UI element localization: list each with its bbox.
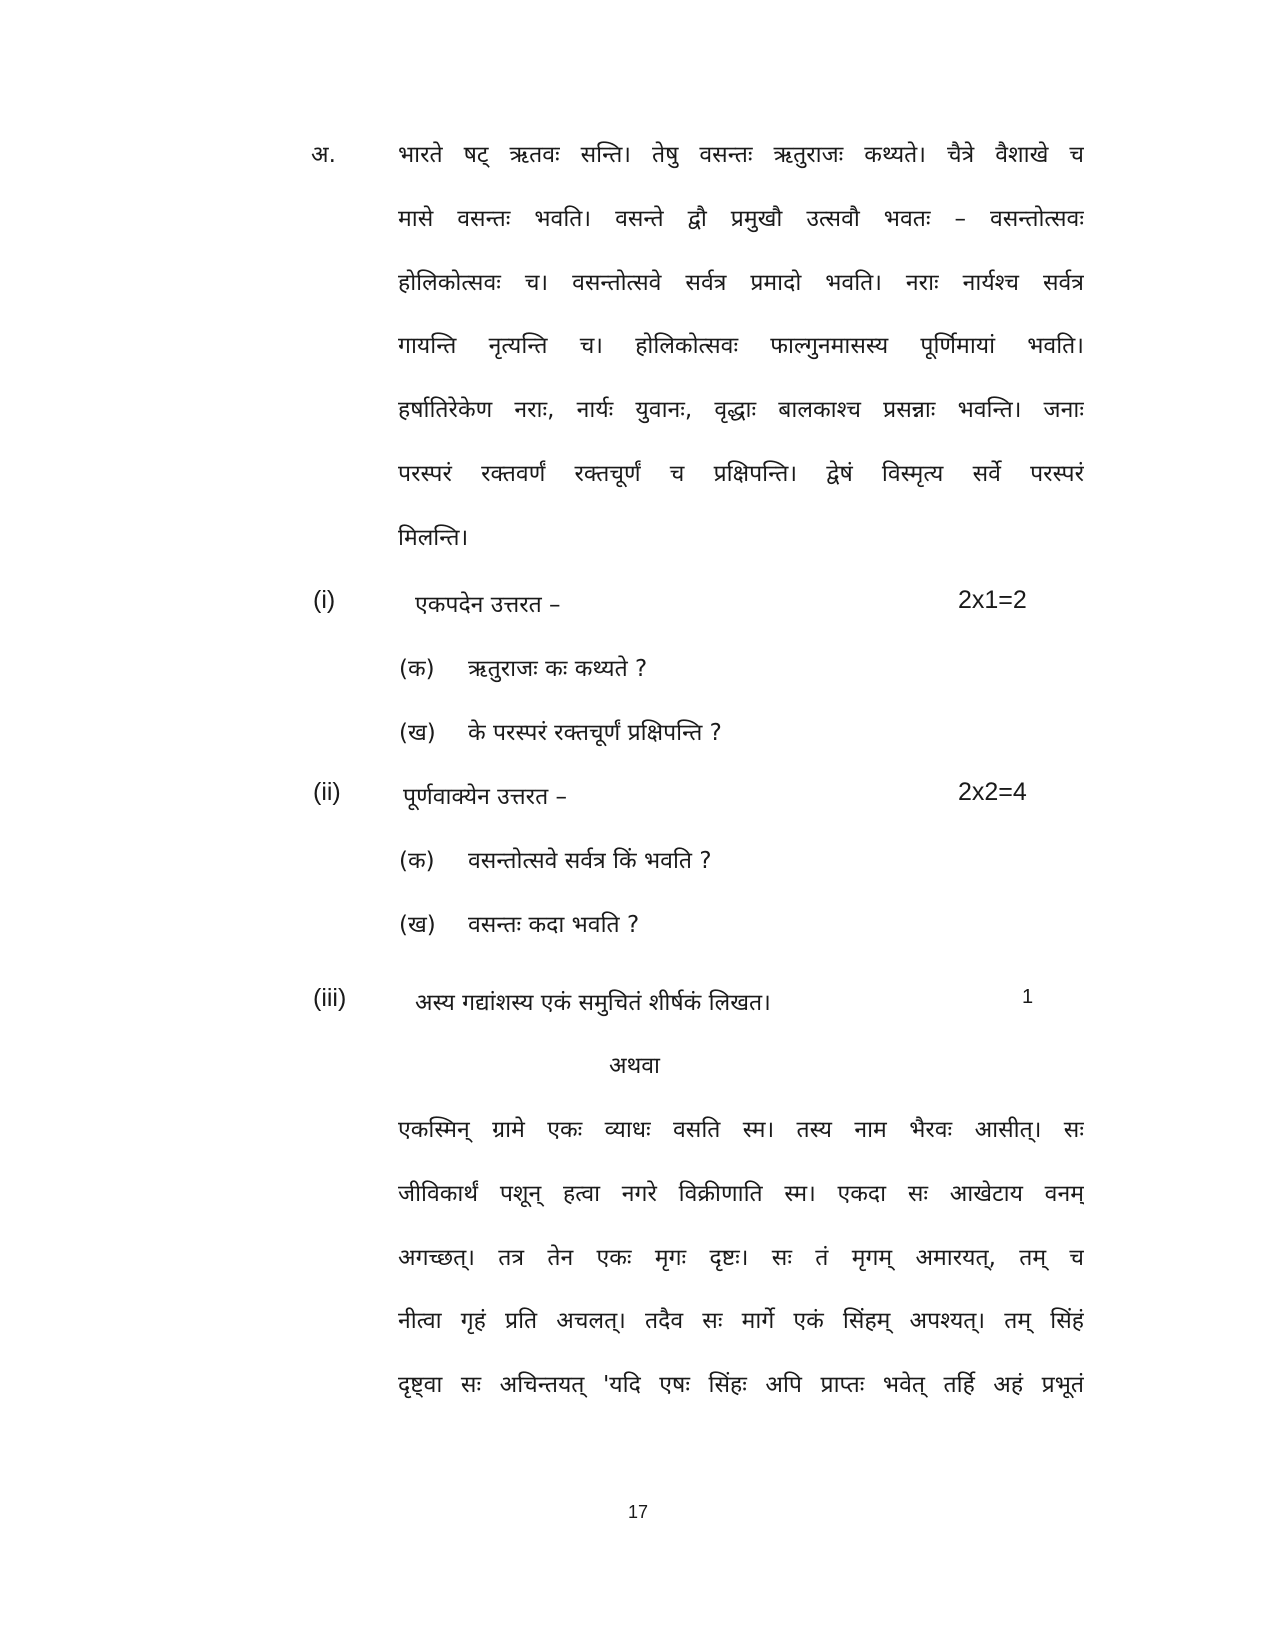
sub-question-label: (ख): [399, 912, 436, 938]
passage-1-line: होलिकोत्सवः च। वसन्तोत्सवे सर्वत्र प्रमादो भवति। नराः नार्यश्च सर्वत्र: [398, 270, 1084, 296]
question-instruction: एकपदेन उत्तरत –: [415, 592, 561, 618]
sub-question-label: (क): [399, 656, 435, 682]
question-number: (i): [313, 586, 336, 614]
sub-question-label: (क): [399, 848, 435, 874]
section-label: अ.: [311, 142, 336, 168]
passage-1-line: हर्षातिरेकेण नराः, नार्यः युवानः, वृद्धाः बालकाश्च प्रसन्नाः भवन्ति। जनाः: [398, 397, 1084, 423]
sub-question-text: वसन्तः कदा भवति ?: [468, 912, 640, 938]
passage-2-line: जीविकार्थं पशून् हत्वा नगरे विक्रीणाति स्म। एकदा सः आखेटाय वनम्: [398, 1181, 1084, 1207]
passage-1-line: भारते षट् ऋतवः सन्ति। तेषु वसन्तः ऋतुराजः कथ्यते। चैत्रे वैशाखे च: [398, 142, 1084, 168]
question-marks: 2x1=2: [958, 586, 1027, 614]
question-number: (iii): [313, 984, 347, 1012]
or-label: अथवा: [609, 1053, 661, 1079]
passage-2-line: अगच्छत्। तत्र तेन एकः मृगः दृष्टः। सः तं मृगम् अमारयत्, तम् च: [398, 1245, 1084, 1271]
passage-1-line: मासे वसन्तः भवति। वसन्ते द्वौ प्रमुखौ उत्सवौ भवतः – वसन्तोत्सवः: [398, 206, 1084, 232]
sub-question-text: वसन्तोत्सवे सर्वत्र किं भवति ?: [468, 848, 712, 874]
passage-2-line: नीत्वा गृहं प्रति अचलत्। तदैव सः मार्गे एकं सिंहम् अपश्यत्। तम् सिंहं: [398, 1308, 1084, 1334]
page-number: 17: [628, 1502, 649, 1522]
sub-question-label: (ख): [399, 720, 436, 746]
passage-1-line: मिलन्ति।: [398, 525, 469, 551]
question-marks: 1: [1022, 986, 1034, 1008]
sub-question-text: ऋतुराजः कः कथ्यते ?: [468, 656, 648, 682]
question-number: (ii): [313, 778, 341, 806]
passage-1-line: परस्परं रक्तवर्णं रक्तचूर्णं च प्रक्षिपन्ति। द्वेषं विस्मृत्य सर्वे परस्परं: [398, 461, 1084, 487]
question-instruction: अस्य गद्यांशस्य एकं समुचितं शीर्षकं लिखत।: [415, 990, 771, 1016]
passage-1-line: गायन्ति नृत्यन्ति च। होलिकोत्सवः फाल्गुनमासस्य पूर्णिमायां भवति।: [398, 333, 1084, 359]
question-marks: 2x2=4: [958, 778, 1027, 806]
sub-question-text: के परस्परं रक्तचूर्णं प्रक्षिपन्ति ?: [468, 720, 722, 746]
passage-2-line: दृष्ट्वा सः अचिन्तयत् 'यदि एषः सिंहः अपि प्राप्तः भवेत् तर्हि अहं प्रभूतं: [398, 1372, 1084, 1398]
passage-2-line: एकस्मिन् ग्रामे एकः व्याधः वसति स्म। तस्य नाम भैरवः आसीत्। सः: [398, 1117, 1084, 1143]
question-instruction: पूर्णवाक्येन उत्तरत –: [403, 784, 567, 810]
